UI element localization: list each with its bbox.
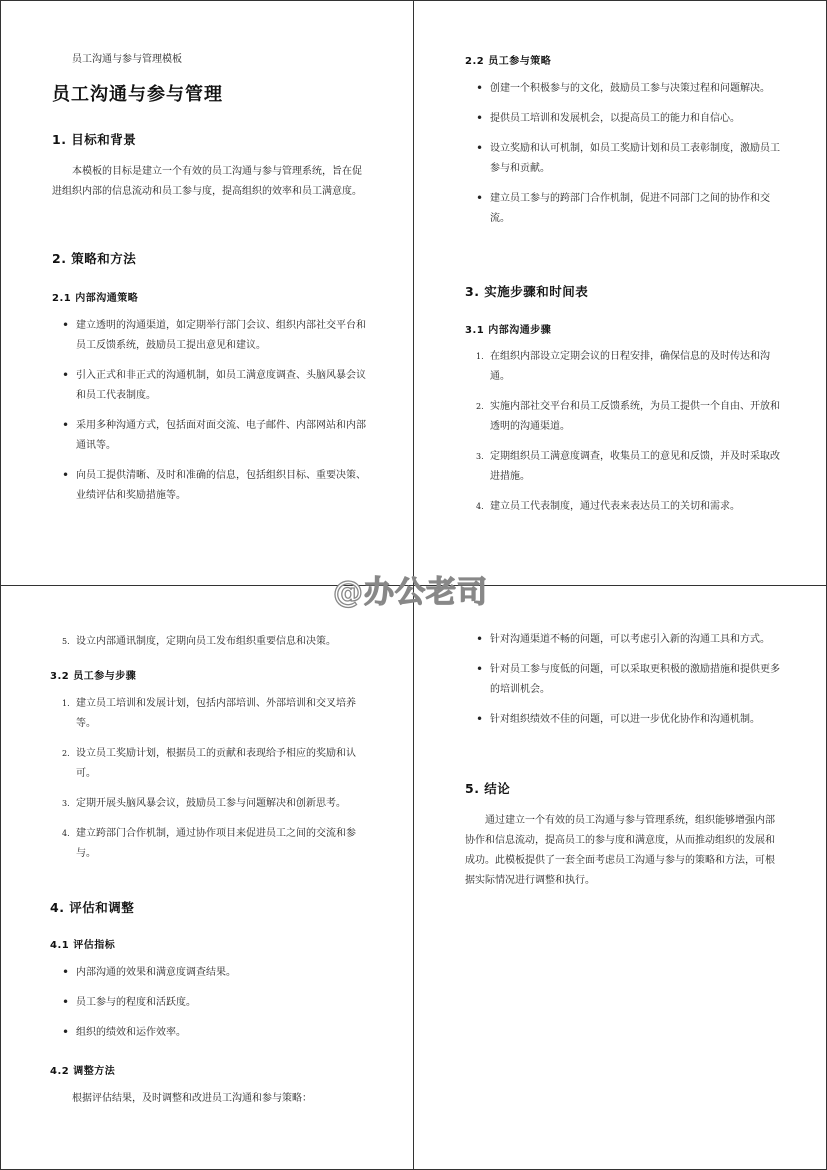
number-marker: 4.	[62, 829, 70, 838]
list-item: 5. 设立内部通讯制度，定期向员工发布组织重要信息和决策。	[76, 632, 366, 652]
list-item: 3. 定期组织员工满意度调查，收集员工的意见和反馈，并及时采取改进措施。	[490, 447, 780, 487]
list-item: • 建立透明的沟通渠道，如定期举行部门会议、组织内部社交平台和员工反馈系统，鼓励员工提出意见和建议。	[76, 316, 366, 356]
list-item: • 提供员工培训和发展机会，以提高员工的能力和自信心。	[490, 109, 780, 129]
list-item: 3. 定期开展头脑风暴会议，鼓励员工参与问题解决和创新思考。	[76, 794, 366, 814]
section-4-1-heading: 4.1 评估指标	[50, 940, 116, 951]
section-3-1-list	[476, 347, 780, 527]
number-marker: 1.	[476, 352, 484, 361]
page-4	[414, 585, 827, 1170]
page-header: 员工沟通与参与管理模板	[72, 54, 182, 65]
list-item: • 设立奖励和认可机制，如员工奖励计划和员工表彰制度，激励员工参与和贡献。	[490, 139, 780, 179]
number-marker: 2.	[62, 749, 70, 758]
section-5-heading: 5. 结论	[465, 781, 511, 796]
section-4-1-list	[62, 963, 366, 1053]
list-item: • 针对沟通渠道不畅的问题，可以考虑引入新的沟通工具和方式。	[490, 630, 780, 650]
bullet-marker: •	[62, 468, 70, 482]
page-1	[0, 0, 414, 585]
section-3-1-heading: 3.1 内部沟通步骤	[465, 325, 552, 336]
section-3-2-heading: 3.2 员工参与步骤	[50, 671, 137, 682]
list-item: • 引入正式和非正式的沟通机制，如员工满意度调查、头脑风暴会议和员工代表制度。	[76, 366, 366, 406]
number-marker: 3.	[62, 799, 70, 808]
page-3	[0, 585, 414, 1170]
bullet-marker: •	[476, 632, 484, 646]
section-3-heading: 3. 实施步骤和时间表	[465, 284, 589, 299]
list-item: 1. 建立员工培训和发展计划，包括内部培训、外部培训和交叉培养等。	[76, 694, 366, 734]
section-1-heading: 1. 目标和背景	[52, 132, 137, 147]
bullet-marker: •	[476, 111, 484, 125]
number-marker: 4.	[476, 502, 484, 511]
number-marker: 2.	[476, 402, 484, 411]
page-2	[414, 0, 827, 585]
number-marker: 3.	[476, 452, 484, 461]
section-4-2-list	[476, 630, 780, 740]
section-2-1-list	[62, 316, 366, 516]
bullet-marker: •	[62, 1025, 70, 1039]
list-item: • 针对员工参与度低的问题，可以采取更积极的激励措施和提供更多的培训机会。	[490, 660, 780, 700]
list-item: • 员工参与的程度和活跃度。	[76, 993, 366, 1013]
list-item: • 建立员工参与的跨部门合作机制，促进不同部门之间的协作和交流。	[490, 189, 780, 229]
list-item: 4. 建立跨部门合作机制，通过协作项目来促进员工之间的交流和参与。	[76, 824, 366, 864]
list-item: • 内部沟通的效果和满意度调查结果。	[76, 963, 366, 983]
list-item: 1. 在组织内部设立定期会议的日程安排，确保信息的及时传达和沟通。	[490, 347, 780, 387]
bullet-marker: •	[476, 191, 484, 205]
number-marker: 5.	[62, 637, 70, 646]
section-4-2-heading: 4.2 调整方法	[50, 1066, 116, 1077]
section-2-1-heading: 2.1 内部沟通策略	[52, 293, 139, 304]
list-item: 2. 实施内部社交平台和员工反馈系统，为员工提供一个自由、开放和透明的沟通渠道。	[490, 397, 780, 437]
bullet-marker: •	[476, 712, 484, 726]
list-item: • 向员工提供清晰、及时和准确的信息，包括组织目标、重要决策、业绩评估和奖励措施等。	[76, 466, 366, 506]
section-4-heading: 4. 评估和调整	[50, 900, 135, 915]
bullet-marker: •	[62, 418, 70, 432]
section-4-2-paragraph: 根据评估结果，及时调整和改进员工沟通和参与策略：	[72, 1093, 312, 1104]
bullet-marker: •	[476, 141, 484, 155]
list-item: 4. 建立员工代表制度，通过代表来表达员工的关切和需求。	[490, 497, 780, 517]
number-marker: 1.	[62, 699, 70, 708]
document-title: 员工沟通与参与管理	[52, 84, 223, 105]
bullet-marker: •	[62, 318, 70, 332]
list-item: • 创建一个积极参与的文化，鼓励员工参与决策过程和问题解决。	[490, 79, 780, 99]
section-2-2-heading: 2.2 员工参与策略	[465, 56, 552, 67]
bullet-marker: •	[476, 81, 484, 95]
bullet-marker: •	[476, 662, 484, 676]
section-5-paragraph: 通过建立一个有效的员工沟通与参与管理系统，组织能够增强内部协作和信息流动，提高员工的参与度和满意度，从而推动组织的发展和成功。此模板提供了一套全面考虑员工沟通与参与的策略和方法，可根据实际情况进行调整和执行。	[465, 815, 775, 886]
section-3-1-list-continued	[62, 632, 366, 662]
list-item: • 采用多种沟通方式，包括面对面交流、电子邮件、内部网站和内部通讯等。	[76, 416, 366, 456]
bullet-marker: •	[62, 995, 70, 1009]
section-1-paragraph: 本模板的目标是建立一个有效的员工沟通与参与管理系统，旨在促进组织内部的信息流动和员工参与度，提高组织的效率和员工满意度。	[52, 166, 362, 197]
bullet-marker: •	[62, 965, 70, 979]
section-3-2-list	[62, 694, 366, 874]
bullet-marker: •	[62, 368, 70, 382]
section-2-heading: 2. 策略和方法	[52, 251, 137, 266]
list-item: 2. 设立员工奖励计划，根据员工的贡献和表现给予相应的奖励和认可。	[76, 744, 366, 784]
watermark: @办公老司	[333, 575, 488, 610]
section-2-2-list	[476, 79, 780, 239]
list-item: • 组织的绩效和运作效率。	[76, 1023, 366, 1043]
list-item: • 针对组织绩效不佳的问题，可以进一步优化协作和沟通机制。	[490, 710, 780, 730]
